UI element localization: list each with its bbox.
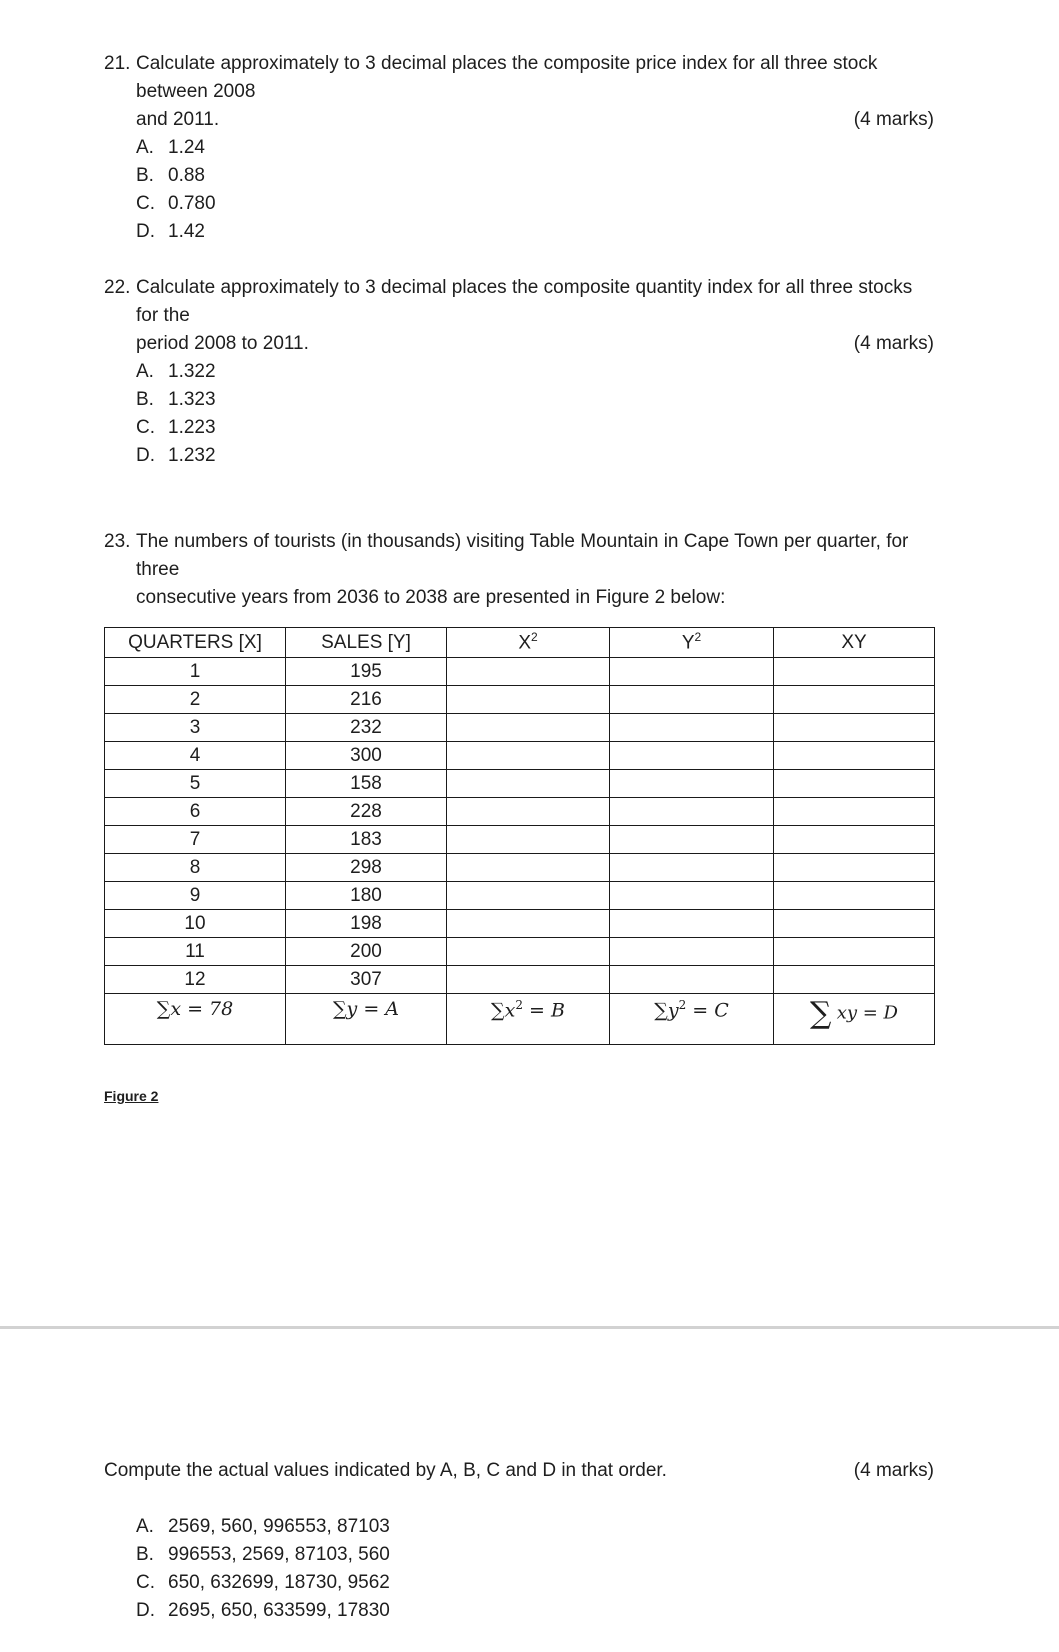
cell-x: 6 — [105, 798, 286, 826]
table-row — [105, 826, 935, 854]
table-sum-row — [105, 994, 935, 1045]
cell-empty — [610, 686, 774, 714]
cell-empty — [447, 966, 610, 994]
question-number: 22. — [104, 277, 131, 298]
cell-empty — [610, 882, 774, 910]
table-row — [105, 882, 935, 910]
cell-x: 4 — [105, 742, 286, 770]
cell-empty — [447, 854, 610, 882]
cell-y: 300 — [286, 742, 447, 770]
table-row — [105, 938, 935, 966]
cell-empty — [774, 966, 935, 994]
q21-options — [136, 134, 216, 246]
q23-options — [136, 1513, 390, 1625]
figure-label: Figure 2 — [104, 1088, 159, 1104]
option-c[interactable]: C. 650, 632699, 18730, 9562 — [136, 1572, 390, 1593]
cell-empty — [774, 826, 935, 854]
cell-y: 298 — [286, 854, 447, 882]
cell-x: 7 — [105, 826, 286, 854]
cell-empty — [774, 910, 935, 938]
header-y-squared: $Y^2$ — [610, 628, 774, 658]
option-a[interactable]: A. 2569, 560, 996553, 87103 — [136, 1516, 390, 1537]
table-row — [105, 714, 935, 742]
marks-label: (4 marks) — [853, 1460, 934, 1481]
option-b[interactable]: B. 996553, 2569, 87103, 560 — [136, 1544, 390, 1565]
q22-options — [136, 358, 216, 470]
sum-xy-cell: ∑ xy = D — [774, 994, 935, 1045]
table-row — [105, 966, 935, 994]
option-d[interactable]: D. 2695, 650, 633599, 17830 — [136, 1600, 390, 1621]
question-text-line1: Calculate approximately to 3 decimal places the composite quantity index for all three stocks for the — [136, 277, 913, 326]
question-text-line2: period 2008 to 2011. — [136, 333, 309, 354]
cell-empty — [447, 910, 610, 938]
question-text-line1: Calculate approximately to 3 decimal places the composite price index for all three stock between 2008 — [136, 53, 878, 102]
option-b[interactable]: B. 1.323 — [136, 389, 216, 410]
question-number: 23. — [104, 531, 131, 552]
cell-empty — [447, 658, 610, 686]
cell-y: 200 — [286, 938, 447, 966]
figure-2-table — [104, 627, 935, 1045]
cell-empty — [774, 854, 935, 882]
cell-x: 10 — [105, 910, 286, 938]
table-row — [105, 854, 935, 882]
option-d[interactable]: D. 1.42 — [136, 221, 205, 242]
page-divider — [0, 1326, 1059, 1329]
cell-y: 216 — [286, 686, 447, 714]
cell-x: 11 — [105, 938, 286, 966]
cell-empty — [610, 714, 774, 742]
cell-empty — [447, 798, 610, 826]
option-a[interactable]: A. 1.322 — [136, 361, 216, 382]
cell-empty — [610, 826, 774, 854]
cell-y: 228 — [286, 798, 447, 826]
cell-x: 9 — [105, 882, 286, 910]
cell-empty — [774, 770, 935, 798]
question-text-line2: consecutive years from 2036 to 2038 are presented in Figure 2 below: — [136, 587, 726, 608]
cell-empty — [774, 798, 935, 826]
header-sales: SALES [Y] — [286, 628, 447, 658]
cell-y: 195 — [286, 658, 447, 686]
marks-label: (4 marks) — [853, 109, 934, 130]
header-xy: XY — [774, 628, 935, 658]
sum-y2-cell: $\sum y^2 = C$ — [610, 994, 774, 1045]
sum-x2-cell: $\sum x^2 = B$ — [447, 994, 610, 1045]
table-row — [105, 742, 935, 770]
question-21 — [104, 50, 934, 134]
option-a[interactable]: A. 1.24 — [136, 137, 205, 158]
compute-text: Compute the actual values indicated by A, B, C and D in that order. — [104, 1460, 667, 1481]
header-quarters: QUARTERS [X] — [105, 628, 286, 658]
question-23 — [104, 528, 934, 612]
option-b[interactable]: B. 0.88 — [136, 165, 205, 186]
cell-empty — [774, 938, 935, 966]
cell-empty — [774, 742, 935, 770]
cell-empty — [447, 714, 610, 742]
table-row — [105, 658, 935, 686]
header-x-squared: $X^2$ — [447, 628, 610, 658]
marks-label: (4 marks) — [853, 333, 934, 354]
cell-y: 307 — [286, 966, 447, 994]
cell-empty — [447, 742, 610, 770]
cell-empty — [610, 798, 774, 826]
table-row — [105, 686, 935, 714]
option-d[interactable]: D. 1.232 — [136, 445, 216, 466]
question-text-line1: The numbers of tourists (in thousands) visiting Table Mountain in Cape Town per quarter, for three — [136, 531, 909, 580]
table-row — [105, 798, 935, 826]
table-header-row — [105, 628, 935, 658]
cell-x: 1 — [105, 658, 286, 686]
cell-y: 198 — [286, 910, 447, 938]
question-22 — [104, 274, 934, 358]
cell-empty — [447, 770, 610, 798]
compute-instruction — [104, 1457, 934, 1485]
option-c[interactable]: C. 1.223 — [136, 417, 216, 438]
cell-y: 183 — [286, 826, 447, 854]
cell-y: 158 — [286, 770, 447, 798]
cell-empty — [774, 714, 935, 742]
option-c[interactable]: C. 0.780 — [136, 193, 216, 214]
cell-y: 180 — [286, 882, 447, 910]
cell-empty — [774, 686, 935, 714]
question-number: 21. — [104, 53, 131, 74]
cell-empty — [447, 686, 610, 714]
cell-x: 3 — [105, 714, 286, 742]
cell-empty — [610, 938, 774, 966]
cell-empty — [610, 854, 774, 882]
question-text-line2: and 2011. — [136, 109, 220, 130]
cell-empty — [447, 938, 610, 966]
sum-x-cell: ∑x = 78 — [105, 994, 286, 1045]
cell-empty — [610, 742, 774, 770]
cell-x: 8 — [105, 854, 286, 882]
cell-empty — [610, 966, 774, 994]
cell-empty — [610, 770, 774, 798]
cell-x: 12 — [105, 966, 286, 994]
table-row — [105, 770, 935, 798]
cell-empty — [447, 882, 610, 910]
sum-y-cell: ∑y = A — [286, 994, 447, 1045]
cell-empty — [447, 826, 610, 854]
cell-x: 5 — [105, 770, 286, 798]
cell-y: 232 — [286, 714, 447, 742]
cell-x: 2 — [105, 686, 286, 714]
cell-empty — [774, 882, 935, 910]
cell-empty — [610, 910, 774, 938]
cell-empty — [610, 658, 774, 686]
cell-empty — [774, 658, 935, 686]
table-row — [105, 910, 935, 938]
